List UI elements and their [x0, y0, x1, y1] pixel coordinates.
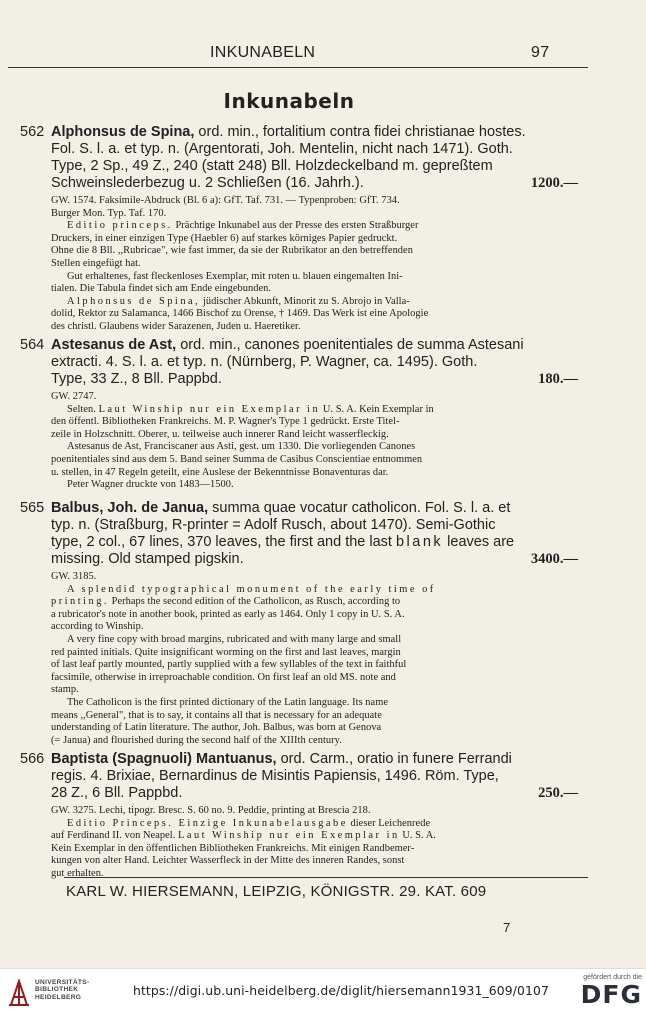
price: 180.—: [538, 371, 578, 387]
line-text: Type, 33 Z., 8 Bll. Pappbd.: [51, 371, 222, 387]
line-text: The Catholicon is the first printed dictionary of the Latin language. Its name: [67, 696, 389, 708]
line-text: Ohne die 8 Bll. ,,Rubricae", wie fast immer, da sie der Rubrikator an den betreffenden: [51, 245, 413, 257]
entry-notes: [51, 571, 578, 747]
note-line: [51, 647, 578, 660]
description-line: [51, 517, 578, 534]
line-text: Schweinslederbezug u. 2 Schließen (16. Jahrh.).: [51, 175, 364, 191]
line-text: ord. Carm., oratio in funere Ferrandi: [276, 751, 512, 767]
note-line: [51, 571, 578, 584]
entry-notes: [51, 805, 578, 881]
catalog-entry: [0, 500, 578, 747]
spaced-text: blank: [395, 534, 444, 550]
footer-rule: [64, 877, 588, 878]
entry-description: [51, 337, 578, 388]
line-text: A very fine copy with broad margins, rubricated and with many large and small: [67, 633, 402, 645]
line-text: a rubricator's note in another book, printed as early as 1464. Only 1 copy in U. S. A.: [51, 608, 405, 620]
library-name-line: BIBLIOTHEK: [35, 986, 79, 994]
note-line: [51, 584, 578, 597]
entry-description: [51, 751, 578, 802]
line-text: stamp.: [51, 684, 79, 696]
header-rule: [8, 67, 588, 68]
spaced-text: Editio princeps.: [67, 220, 173, 232]
spaced-text: printing.: [51, 596, 109, 608]
note-line: [51, 634, 578, 647]
line-text: gut erhalten.: [51, 867, 104, 879]
line-text: red painted initials. Quite insignificant worming on the first and last leaves, margin: [51, 646, 401, 658]
line-text: Gut erhaltenes, fast fleckenloses Exemplar, mit roten u. blauen eingemalten Ini-: [67, 270, 403, 282]
note-line: [51, 868, 578, 881]
description-line: [51, 175, 578, 192]
description-line: [51, 354, 578, 371]
note-line: [51, 321, 578, 334]
line-text: leaves are: [443, 534, 515, 550]
line-text: Astesanus de Ast, Franciscaner aus Asti, gest. um 1330. Die vorliegenden Canones: [67, 441, 416, 453]
line-text: summa quae vocatur catholicon. Fol. S. l. a. et: [208, 500, 511, 516]
note-line: [51, 429, 578, 442]
note-line: [51, 441, 578, 454]
note-line: [51, 735, 578, 748]
line-text: Stellen eingefügt hat.: [51, 257, 141, 269]
entry-author: Alphonsus de Spina,: [51, 124, 195, 140]
line-text: Perhaps the second edition of the Catholicon, as Rusch, according to: [109, 596, 401, 608]
entry-author: Baptista (Spagnuoli) Mantuanus,: [51, 751, 277, 767]
spaced-text: Alphonsus de Spina,: [67, 295, 201, 307]
description-line: [51, 551, 578, 568]
price: 250.—: [538, 785, 578, 801]
line-text: type, 2 col., 67 lines, 370 leaves, the first and the last: [51, 534, 396, 550]
sheet-number: 7: [503, 920, 511, 935]
line-text: kungen von alter Hand. Leichter Wasserfleck in der Mitte des inneren Randes, sonst: [51, 855, 405, 867]
catalog-entry: [0, 124, 578, 334]
note-line: [51, 283, 578, 296]
note-line: [51, 245, 578, 258]
note-line: [51, 208, 578, 221]
description-line: [51, 371, 578, 388]
note-line: [51, 308, 578, 321]
line-text: means ,,General", that is to say, it contains all that is necessary for an adequate: [51, 709, 382, 721]
note-line: [51, 454, 578, 467]
sponsor-caption: gefördert durch die: [583, 974, 642, 981]
note-line: [51, 621, 578, 634]
line-text: auf Ferdinand II. von Neapel.: [51, 830, 179, 842]
note-line: [51, 722, 578, 735]
section-title: Inkunabeln: [223, 89, 355, 113]
note-line: [51, 416, 578, 429]
line-text: GW. 1574. Faksimile-Abdruck (Bl. 6 a): GfT. Taf. 731. — Typenproben: GfT. 734.: [51, 195, 400, 206]
description-line: [51, 534, 578, 551]
note-line: [51, 258, 578, 271]
line-text: (= Janua) and flourished during the second half of the XIIIth century.: [51, 734, 342, 746]
note-line: [51, 672, 578, 685]
note-line: [51, 467, 578, 480]
spaced-text: A splendid typographical monument of the early time of: [67, 583, 436, 595]
description-line: [51, 158, 578, 175]
entry-author: Balbus, Joh. de Janua,: [51, 500, 209, 516]
library-name: [35, 979, 89, 1001]
line-text: Burger Mon. Typ. Taf. 170.: [51, 207, 167, 219]
entry-description: [51, 500, 578, 568]
line-text: dolid, Rektor zu Salamanca, 1466 Bischof zu Orense, † 1469. Das Werk ist eine Apologie: [51, 308, 429, 320]
line-text: tialen. Die Tabula findet sich am Ende eingebunden.: [51, 283, 272, 295]
price: 1200.—: [530, 175, 578, 191]
entry-notes: [51, 391, 578, 492]
line-text: dieser Leichenrede: [347, 817, 431, 829]
entry-description: [51, 124, 578, 192]
page-number: 97: [531, 44, 550, 61]
note-line: [51, 710, 578, 723]
library-seal-icon: [8, 979, 30, 1007]
note-line: [51, 271, 578, 284]
entry-notes: [51, 195, 578, 334]
dfg-logo: DFG: [580, 980, 642, 1009]
note-line: [51, 391, 578, 404]
line-text: Fol. S. l. a. et typ. n. (Argentorati, Joh. Mentelin, nicht nach 1471). Goth.: [51, 141, 513, 157]
line-text: ord. min., fortalitium contra fidei christianae hostes.: [194, 124, 526, 140]
note-line: [51, 609, 578, 622]
entry-number: 564: [20, 337, 45, 353]
note-line: [51, 855, 578, 868]
catalog-entry: [0, 751, 578, 881]
entry-number: 565: [20, 500, 45, 516]
note-line: [51, 843, 578, 856]
dfg-sponsor[interactable]: [556, 974, 642, 1009]
description-line: [51, 768, 578, 785]
entry-number: 566: [20, 751, 45, 767]
note-line: [51, 404, 578, 417]
line-text: typ. n. (Straßburg, R-printer = Adolf Rusch, about 1470). Semi-Gothic: [51, 517, 496, 533]
line-text: GW. 3275. Lechi, tipogr. Bresc. S. 60 no. 9. Peddie, printing at Brescia 218.: [51, 805, 371, 816]
note-line: [51, 220, 578, 233]
library-name-line: HEIDELBERG: [35, 993, 82, 1001]
line-text: extracti. 4. S. l. a. et typ. n. (Nürnberg, P. Wagner, ca. 1495). Goth.: [51, 354, 478, 370]
line-text: understanding of Latin literature. The author, Joh. Balbus, was born at Genova: [51, 722, 382, 734]
description-line: [51, 751, 578, 768]
note-line: [51, 479, 578, 492]
running-head: [0, 44, 646, 66]
line-text: facsimile, otherwise in irreproachable condition. On first leaf an old MS. note and: [51, 671, 396, 683]
line-text: Type, 2 Sp., 49 Z., 240 (statt 248) Bll. Holzdeckelband m. gepreßtem: [51, 158, 493, 174]
note-line: [51, 830, 578, 843]
line-text: according to Winship.: [51, 621, 144, 633]
catalog-entry: [0, 337, 578, 492]
note-line: [51, 296, 578, 309]
line-text: des christl. Glaubens wider Sarazenen, Juden u. Haeretiker.: [51, 320, 301, 332]
line-text: u. stellen, in 47 Regeln geteilt, eine Auslese der Bekenntnisse Bonaventuras dar.: [51, 466, 389, 478]
running-head-title: INKUNABELN: [210, 44, 316, 61]
note-line: [51, 659, 578, 672]
price: 3400.—: [530, 551, 578, 567]
line-text: regis. 4. Brixiae, Bernardinus de Misintis Papiensis, 1496. Röm. Type,: [51, 768, 499, 784]
line-text: missing. Old stamped pigskin.: [51, 551, 244, 567]
description-line: [51, 337, 578, 354]
line-text: poenitentiales sind aus dem 5. Band seiner Summa de Casibus Conscientiae entnommen: [51, 453, 423, 465]
line-text: GW. 2747.: [51, 391, 97, 402]
note-line: [51, 805, 578, 818]
library-name-line: UNIVERSITÄTS-: [35, 979, 90, 986]
line-text: of last leaf partly mounted, partly supplied with a few syllables of the text in faithful: [51, 659, 407, 671]
spaced-text: Editio Princeps. Einzige Inkunabelausgabe: [67, 817, 348, 829]
line-text: jüdischer Abkunft, Minorit zu S. Abrojo in Valla-: [200, 295, 410, 307]
line-text: Kein Exemplar in den öffentlichen Bibliotheken Frankreichs. Mit einigen Randbemer-: [51, 842, 415, 854]
note-line: [51, 684, 578, 697]
note-line: [51, 233, 578, 246]
line-text: Druckers, in einer einzigen Type (Haebler 6) auf starkes körniges Papier gedruckt.: [51, 232, 398, 244]
line-text: U. S. A.: [399, 830, 436, 842]
description-line: [51, 141, 578, 158]
note-line: [51, 818, 578, 831]
entry-author: Astesanus de Ast,: [51, 337, 177, 353]
line-text: U. S. A. Kein Exemplar in: [320, 403, 434, 415]
publisher-imprint: KARL W. HIERSEMANN, LEIPZIG, KÖNIGSTR. 29. KAT. 609: [66, 883, 487, 900]
line-text: GW. 3185.: [51, 571, 97, 582]
spaced-text: Laut Winship nur ein Exemplar in: [98, 403, 321, 415]
library-logo[interactable]: [8, 979, 89, 1007]
line-text: 28 Z., 6 Bll. Pappbd.: [51, 785, 183, 801]
line-text: zeile in Holzschnitt. Oberer, u. teilweise auch innerer Rand leicht wasserfleckig.: [51, 428, 389, 440]
line-text: den öffentl. Bibliotheken Frankreichs. M. P. Wagner's Type 1 gedrückt. Erste Titel-: [51, 416, 400, 428]
entry-number: 562: [20, 124, 45, 140]
line-text: Selten.: [67, 403, 99, 415]
viewer-footer-bar: [0, 968, 646, 1020]
note-line: [51, 195, 578, 208]
description-line: [51, 785, 578, 802]
note-line: [51, 596, 578, 609]
description-line: [51, 124, 578, 141]
line-text: Peter Wagner druckte von 1483—1500.: [67, 479, 234, 491]
line-text: Prächtige Inkunabel aus der Presse des ersten Straßburger: [172, 220, 419, 232]
description-line: [51, 500, 578, 517]
spaced-text: Laut Winship nur ein Exemplar in: [178, 830, 400, 842]
line-text: ord. min., canones poenitentiales de summa Astesani: [176, 337, 524, 353]
note-line: [51, 697, 578, 710]
permalink-url[interactable]: https://digi.ub.uni-heidelberg.de/diglit/hiersemann1931_609/0107: [133, 983, 549, 998]
